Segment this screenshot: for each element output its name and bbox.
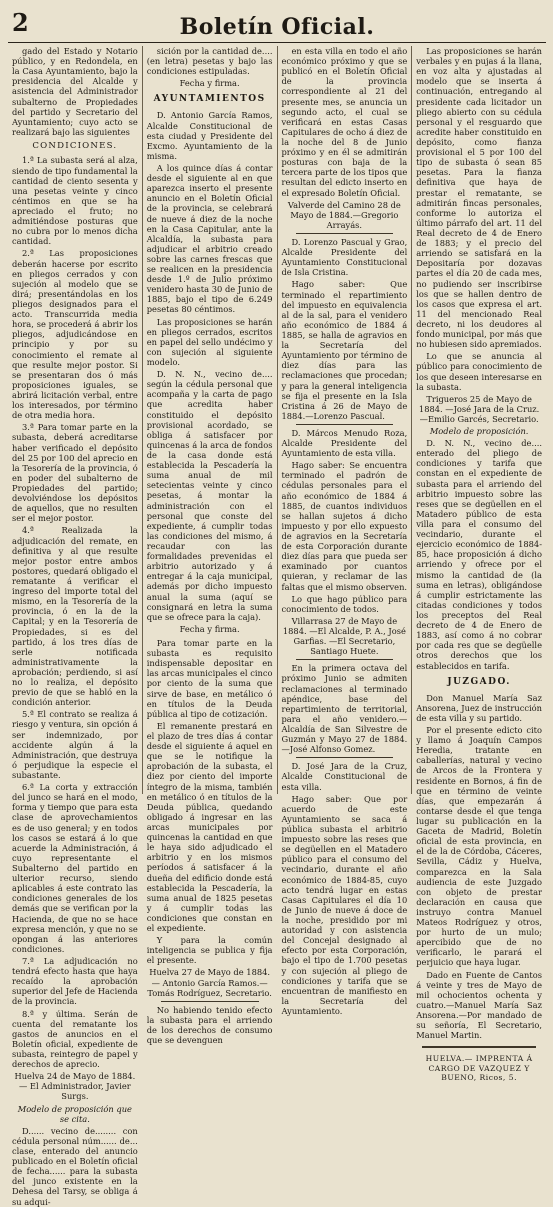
- paragraph: D. José Jara de la Cruz, Alcalde Constitucional de esta villa.: [281, 761, 408, 792]
- double-divider: [422, 1046, 536, 1048]
- dateline: Huelva 24 de Mayo de 1884.— El Administrador, Javier Surgs.: [14, 1071, 136, 1102]
- paragraph: Don Manuel María Saz Ansorena, Juez de instrucción de esta villa y su partido.: [416, 692, 542, 723]
- paragraph: No habiendo tenido efecto la subasta para el arriendo de los derechos de consumo que se devenguen: [146, 1004, 273, 1046]
- column-2: [142, 46, 277, 1046]
- paragraph: En la primera octava del próximo Junio se admiten reclamaciones al terminado apéndice, base del repartimiento de territorial, para el año venidero.—Alcaldía de San Silvestre de Guzmán y Mayo 27 de 1884.—José Alfonso Gomez.: [281, 663, 408, 755]
- printer-footer: HUELVA.— IMPRENTA Á CARGO DE VAZQUEZ Y BUENO, Ricos, 5.: [425, 1054, 533, 1082]
- newspaper-page: [8, 6, 546, 1207]
- page-number: 2: [12, 8, 29, 37]
- paragraph: Hago saber: Que terminado el repartimiento del impuesto en equivalencia al de la sal, para el venidero año económico de 1884 á 1885, se halla de agravios en la Secretaría del Ayuntamiento por término de diez días para las reclamaciones que procedan; y para la general inteligencia se fija el presente en la Isla Cristina á 26 de Mayo de 1884.—Lorenzo Pascual.: [281, 279, 408, 421]
- paragraph: 4.ª Realizada la adjudicación del remate, en definitiva y al que resulte mejor postor entre ambos postores, quedará obligado el rematante á verificar el ingreso del importe total del mismo, en la Tesorería de la provincia, ó en la de la Capital; y en la Tesorería de Propiedades, si es del partido, á los tres días de serle notificada administrativamente la aprobación; perdiendo, si así no lo realiza, el depósito previo de que se habló en la condición anterior.: [12, 525, 138, 708]
- paragraph: Lo que hago público para conocimiento de todos.: [281, 593, 408, 614]
- paragraph: D. N. N., vecino de.... enterado del pliego de condiciones y tarifa que constan en el expediente de subasta para el arriendo del arbitrio impuesto sobre las reses que se degüellen en el Matadero público de esta villa para el consumo del vecindario, durante el ejercicio económico de 1884-85, hace proposición á dicho arriendo y ofrece por el mismo la cantidad de (la suma en letras), obligándose á cumplir estrictamente las citadas condiciones y todos los preceptos del Real decreto de 4 de Enero de 1883, así como á no cobrar por cada res que se degüelle otros derechos que los establecidos en tarifa.: [416, 438, 542, 671]
- section-title: JUZGADO.: [447, 676, 511, 687]
- paragraph: 5.ª El contrato se realiza á riesgo y ventura, sin opción á ser indemnizado, por accidente algún á la Administración, que destruya ó perjudique la especie el subastante.: [12, 709, 138, 781]
- paragraph: gado del Estado y Notario público, y en Redondela, en la Casa Ayuntamiento, bajo la presidencia del Alcalde y asistencia del Administrador subalterno de Propiedades del partido y Secretario del Ayuntamiento; cuyo acto se realizará bajo las siguientes: [12, 46, 138, 137]
- paragraph: 6.ª La corta y extracción del junco se hará en el modo, forma y tiempo que para esta clase de aprovechamientos es de uso general; y en todos los casos se estará á lo que acuerde la Administración, á cuyo representante el Subalterno del partido en ulterior recurso, siendo aplicables á este contrato las condiciones generales de los demás que se verifican por la Hacienda, de que no se hace expresa mención, y que no se opongan á las anteriores condiciones.: [12, 782, 138, 954]
- italic-heading: Modelo de proposición que se cita.: [17, 1103, 132, 1124]
- dateline: Huelva 27 de Mayo de 1884.— Antonio García Ramos.—Tomás Rodríguez, Secretario.: [147, 967, 272, 998]
- paragraph: Para tomar parte en la subasta es requisito indispensable depositar en las arcas municipales el cinco por ciento de la suma que sirve de base, en metálico ó en títulos de la Deuda pública al tipo de cotización.: [146, 637, 273, 719]
- divider: [296, 233, 394, 234]
- paragraph: sición por la cantidad de.... (en letra) pesetas y bajo las condiciones estipuladas.: [146, 46, 273, 77]
- dateline: Trigueros 25 de Mayo de 1884. —José Jara de la Cruz.—Emilio Garcés, Secretario.: [418, 393, 540, 424]
- text-columns: [8, 46, 546, 1207]
- paragraph: 2.ª Las proposiciones deberán hacerse por escrito en pliegos cerrados y con sujeción al modelo que se dirá; presentándolas en los pliegos designados para el acto. Transcurrida media hora, se procederá á abrir los pliegos, adjudicándose en principio y por su conocimiento el remate al que resulte mejor postor. Si se presentaran dos ó más proposiciones iguales, se abrirá licitación verbal, entre los interesados, por término de otra media hora.: [12, 248, 138, 421]
- paragraph: Las proposiciones se harán verbales y en pujas á la llana, en voz alta y ajustadas al modelo que se inserta á continuación, entregando al presidente cada licitador un pliego abierto con su cédula personal y el resguardo que acredite haber constituido en depósito, como fianza provisional el 5 por 100 del tipo de subasta ó sean 85 pesetas. Para la fianza definitiva que haya de prestar el rematante, se admitirán fincas personales, conforme lo autoriza el último párrafo del art. 11 del Real decreto de 4 de Enero de 1883; y el precio del arriendo se satisfará en la Depositaría por dozavas partes el día 20 de cada mes, no pudiendo ser inscribirse los que se hallen dentro de los casos que expresa el art. 11 del mencionado Real decreto, ni los deudores al fondo municipal, por más que no hubiesen sido apremiados.: [416, 46, 542, 350]
- italic-heading: Modelo de proposición.: [429, 426, 529, 437]
- paragraph: 1.ª La subasta será al alza, siendo de tipo fundamental la cantidad de ciento sesenta y una pesetas veinte y cinco céntimos en que se ha apreciado el fruto; no admitiéndose posturas que no cubra por lo menos dicha cantidad.: [12, 155, 138, 247]
- dateline: Villarrasa 27 de Mayo de 1884. —El Alcalde, P. A., José Garfias. —El Secretario, Santiago Huete.: [282, 615, 406, 657]
- divider: [296, 757, 394, 758]
- section-heading: CONDICIONES.: [32, 140, 118, 151]
- paragraph: Y para la común inteligencia se publica y fija el presente.: [146, 935, 273, 966]
- paragraph: Por el presente edicto cito y llamo á Joaquín Campos Heredia, tratante en caballerías, natural y vecino de Arcos de la Frontera y residente en Bornos, á fin de que en término de veinte días, que empezarán á contarse desde el que tenga lugar su publicación en la Gaceta de Madrid, Boletín oficial de esta provincia, en el de la de Córdoba, Cáceres, Sevilla, Cádiz y Huelva, comparezca en la Sala audiencia de este Juzgado con objeto de prestar declaración en causa que instruyo contra Manuel Mateos Rodríguez y otros, por hurto de un mulo; apercibido que de no verificarlo, le parará el perjuicio que haya lugar.: [416, 724, 542, 968]
- paragraph: D. Lorenzo Pascual y Grao, Alcalde Presidente del Ayuntamiento Constitucional de Isla Cristina.: [281, 236, 408, 278]
- dateline: Valverde del Camino 28 de Mayo de 1884.—Gregorio Arrayás.: [287, 199, 401, 230]
- paragraph: D. N. N., vecino de.... según la cédula personal que acompaña y la carta de pago que acredita haber constituido el depósito provisional acordado, se obliga á satisfacer por quincenas á la arca de fondos de la casa donde está establecida la Pescadería la suma anual de mil setecientas veinte y cinco pesetas, á montar la administración con el personal que conste del expediente, á cumplir todas las condiciones del mismo, á recaudar con las formalidades prevenidas el arbitrio autorizado y á entregar á la caja municipal, además por dicho impuesto anual la suma (aquí se consignará en letra la suma que se ofrece para la caja).: [146, 369, 273, 622]
- paragraph: 8.ª y última. Serán de cuenta del rematante los gastos de anuncios en el Boletín oficial, expediente de subasta, reintegro de papel y derechos de aprecio.: [12, 1008, 138, 1070]
- column-1: [8, 46, 142, 1207]
- masthead-title: Boletín Oficial.: [179, 14, 375, 40]
- masthead-bar: [8, 6, 546, 43]
- paragraph: en esta villa en todo el año económico próximo y que se publicó en el Boletín Oficial de la provincia correspondiente al 21 del presente mes, se anuncia un segundo acto, el cual se verificará en estas Casas Capitulares de ocho á diez de la noche del 8 de Junio próximo y en él se admitirán posturas con baja de la tercera parte de los tipos que resultan del edicto inserto en el expresado Boletín Oficial.: [281, 46, 408, 198]
- paragraph: Dado en Fuente de Cantos á veinte y tres de Mayo de mil ochocientos ochenta y cuatro.—Manuel María Saz Ansorena.—Por mandado de su señoría, El Secretario, Manuel Martin.: [416, 969, 542, 1041]
- paragraph: D. Antonio García Ramos, Alcalde Constitucional de esta ciudad y Presidente del Excmo. Ayuntamiento de la misma.: [146, 110, 273, 161]
- paragraph: Lo que se anuncia al público para conocimiento de los que deseen interesarse en la subasta.: [416, 351, 542, 392]
- paragraph: Hago saber: Se encuentra terminado el padrón de cédulas personales para el año económico de 1884 á 1885, de cuantos individuos se hallan sujetos á dicho impuesto y por ello expuesto de agravios en la Secretaría de esta Corporación durante diez días para que pueda ser examinado por cuantos quieran, y reclamar de las faltas que el mismo observen.: [281, 460, 408, 592]
- paragraph: Las proposiciones se harán en pliegos cerrados, escritos en papel del sello undécimo y con sujeción al siguiente modelo.: [146, 316, 273, 368]
- paragraph: 3.ª Para tomar parte en la subasta, deberá acreditarse haber verificado el depósito del 25 por 100 del aprecio en la Tesorería de la provincia, ó en poder del subalterno de Propiedades del partido; devolviéndose los depósitos de aquellos, que no resulten ser el mejor postor.: [12, 422, 138, 524]
- divider: [296, 659, 394, 660]
- paragraph: El remanente prestará en el plazo de tres días á contar desde el siguiente á aquel en que se le notifique la aprobación de la subasta, el diez por ciento del importe íntegro de la misma, también en metálico ó en títulos de la Deuda pública, quedando obligado á ingresar en las arcas municipales por quincenas la cantidad en que le haya sido adjudicado el arbitrio y en los mismos períodos á satisfacer á la dueña del edificio donde está establecida la Pescadería, la suma anual de 1825 pesetas y á cumplir todas las condiciones que constan en el expediente.: [146, 720, 273, 934]
- paragraph: A los quince días á contar desde el siguiente al en que aparezca inserto el presente anuncio en el Boletín Oficial de la provincia, se celebrará de nueve á diez de la noche en la Casa Capitular, ante la Alcaldía, la subasta para adjudicar el arbitrio creado sobre las carnes frescas que se realicen en la presidencia desde 1.º de Julio próximo venidero hasta 30 de Junio de 1885, bajo el tipo de 6.249 pesetas 80 céntimos.: [146, 162, 273, 315]
- paragraph: 7.ª La adjudicación no tendrá efecto hasta que haya recaído la aprobación superior del Jefe de Hacienda de la provincia.: [12, 956, 138, 1007]
- paragraph: Hago saber: Que por acuerdo de este Ayuntamiento se saca á pública subasta el arbitrio impuesto sobre las reses que se degüellen en el Matadero público para el consumo del vecindario, durante el año económico de 1884-85, cuyo acto tendrá lugar en estas Casas Capitulares el día 10 de Junio de nueve á doce de la noche, presidido por mi autoridad y con asistencia del Concejal designado al efecto por esta Corporación, bajo el tipo de 1.700 pesetas y con sujeción al pliego de condiciones y tarifa que se encuentran de manifiesto en la Secretaría del Ayuntamiento.: [281, 793, 408, 1016]
- column-4: [411, 46, 546, 1082]
- signature-line: Fecha y firma.: [179, 78, 240, 89]
- divider: [296, 424, 394, 425]
- divider: [161, 1001, 259, 1002]
- column-3: [277, 46, 412, 1016]
- paragraph: D...... vecino de........ con cédula personal núm...... de... clase, enterado del anuncio publicado en el Boletín oficial de fecha...... para la subasta del junco existente en la Dehesa del Tarsy, se obliga á su adqui-: [12, 1125, 138, 1207]
- paragraph: D. Márcos Menudo Roza, Alcalde Presidente del Ayuntamiento de esta villa.: [281, 427, 408, 459]
- section-title: AYUNTAMIENTOS: [153, 94, 266, 105]
- signature-line: Fecha y firma.: [179, 623, 240, 634]
